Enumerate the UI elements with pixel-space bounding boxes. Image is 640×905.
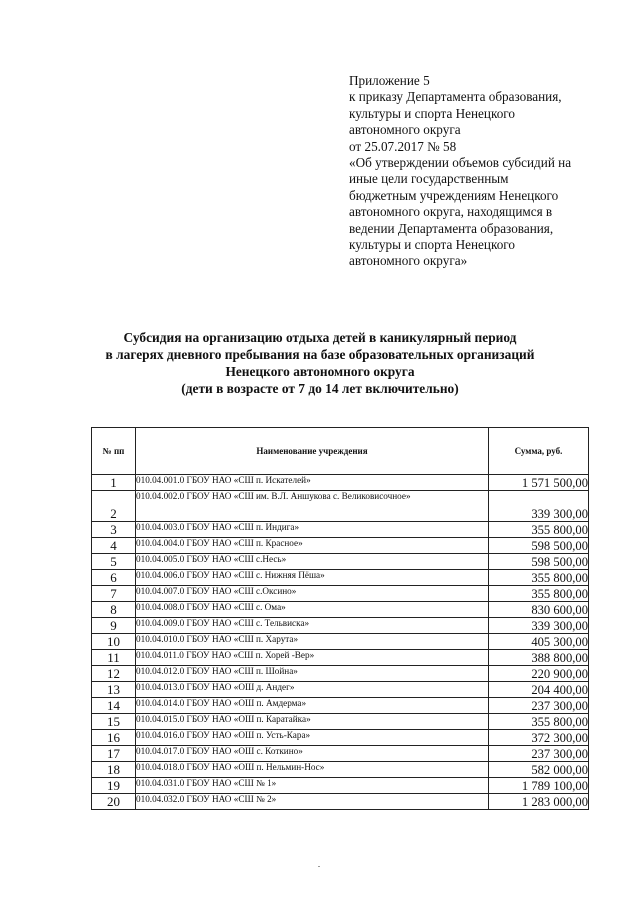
header-name: Наименование учреждения	[136, 428, 489, 475]
table-row	[92, 714, 589, 730]
row-number: 2	[92, 491, 136, 522]
institution-name: 010.04.015.0 ГБОУ НАО «ОШ п. Каратайка»	[136, 714, 489, 730]
table-row	[92, 570, 589, 586]
amount: 220 900,00	[489, 666, 589, 682]
amount: 598 500,00	[489, 554, 589, 570]
institution-name: 010.04.013.0 ГБОУ НАО «ОШ д. Андег»	[136, 682, 489, 698]
institution-name: 010.04.014.0 ГБОУ НАО «ОШ п. Амдерма»	[136, 698, 489, 714]
row-number: 5	[92, 554, 136, 570]
institution-name: 010.04.005.0 ГБОУ НАО «СШ с.Несь»	[136, 554, 489, 570]
row-number: 7	[92, 586, 136, 602]
table-row	[92, 522, 589, 538]
appendix-line: «Об утверждении объемов субсидий на	[349, 155, 572, 171]
amount: 237 300,00	[489, 698, 589, 714]
row-number: 20	[92, 794, 136, 810]
table-row	[92, 618, 589, 634]
table-row	[92, 762, 589, 778]
institution-name: 010.04.011.0 ГБОУ НАО «СШ п. Хорей -Вер»	[136, 650, 489, 666]
amount: 405 300,00	[489, 634, 589, 650]
amount: 339 300,00	[489, 618, 589, 634]
table-row	[92, 666, 589, 682]
table-row	[92, 602, 589, 618]
amount: 355 800,00	[489, 522, 589, 538]
appendix-line: иные цели государственным	[349, 171, 509, 187]
institution-name: 010.04.001.0 ГБОУ НАО «СШ п. Искателей»	[136, 475, 489, 491]
amount: 237 300,00	[489, 746, 589, 762]
amount: 355 800,00	[489, 586, 589, 602]
institution-name: 010.04.012.0 ГБОУ НАО «СШ п. Шойна»	[136, 666, 489, 682]
table-row	[92, 538, 589, 554]
row-number: 8	[92, 602, 136, 618]
row-number: 14	[92, 698, 136, 714]
row-number: 17	[92, 746, 136, 762]
table-row	[92, 475, 589, 491]
amount: 1 571 500,00	[489, 475, 589, 491]
institution-name: 010.04.007.0 ГБОУ НАО «СШ с.Оксино»	[136, 586, 489, 602]
amount: 830 600,00	[489, 602, 589, 618]
table-body	[92, 475, 589, 810]
row-number: 10	[92, 634, 136, 650]
appendix-line: ведении Департамента образования,	[349, 220, 554, 236]
amount: 582 000,00	[489, 762, 589, 778]
subsidy-table	[91, 427, 589, 810]
appendix-line: к приказу Департамента образования,	[349, 89, 562, 105]
institution-name: 010.04.016.0 ГБОУ НАО «ОШ п. Усть-Кара»	[136, 730, 489, 746]
amount: 388 800,00	[489, 650, 589, 666]
row-number: 3	[92, 522, 136, 538]
table-row	[92, 682, 589, 698]
amount: 339 300,00	[489, 491, 589, 522]
institution-name: 010.04.009.0 ГБОУ НАО «СШ с. Тельвиска»	[136, 618, 489, 634]
title-line: (дети в возрасте от 7 до 14 лет включительно)	[181, 381, 459, 396]
appendix-line: автономного округа, находящимся в	[349, 204, 553, 220]
row-number: 6	[92, 570, 136, 586]
row-number: 15	[92, 714, 136, 730]
amount: 1 283 000,00	[489, 794, 589, 810]
appendix-block	[349, 73, 619, 270]
amount: 1 789 100,00	[489, 778, 589, 794]
institution-name: 010.04.004.0 ГБОУ НАО «СШ п. Красное»	[136, 538, 489, 554]
institution-name: 010.04.018.0 ГБОУ НАО «ОШ п. Нельмин-Нос»	[136, 762, 489, 778]
table-row	[92, 586, 589, 602]
institution-name: 010.04.017.0 ГБОУ НАО «ОШ с. Коткино»	[136, 746, 489, 762]
header-number: № пп	[92, 428, 136, 475]
row-number: 12	[92, 666, 136, 682]
title-line: Субсидия на организацию отдыха детей в каникулярный период	[123, 330, 517, 345]
institution-name: 010.04.008.0 ГБОУ НАО «СШ с. Ома»	[136, 602, 489, 618]
row-number: 13	[92, 682, 136, 698]
table-row	[92, 746, 589, 762]
appendix-line: автономного округа»	[349, 253, 468, 269]
table-row	[92, 634, 589, 650]
institution-name: 010.04.010.0 ГБОУ НАО «СШ п. Харута»	[136, 634, 489, 650]
table-row	[92, 491, 589, 522]
amount: 355 800,00	[489, 714, 589, 730]
appendix-line: автономного округа	[349, 122, 461, 138]
scan-speck	[318, 866, 320, 867]
row-number: 1	[92, 475, 136, 491]
institution-name: 010.04.031.0 ГБОУ НАО «СШ № 1»	[136, 778, 489, 794]
title-line: в лагерях дневного пребывания на базе образовательных организаций	[105, 347, 535, 362]
appendix-line: культуры и спорта Ненецкого	[349, 237, 515, 253]
institution-name: 010.04.003.0 ГБОУ НАО «СШ п. Индига»	[136, 522, 489, 538]
table-row	[92, 650, 589, 666]
header-sum: Сумма, руб.	[489, 428, 589, 475]
row-number: 4	[92, 538, 136, 554]
appendix-line: бюджетным учреждениям Ненецкого	[349, 187, 559, 203]
institution-name: 010.04.006.0 ГБОУ НАО «СШ с. Нижняя Пёша»	[136, 570, 489, 586]
row-number: 19	[92, 778, 136, 794]
table-row	[92, 730, 589, 746]
institution-name: 010.04.032.0 ГБОУ НАО «СШ № 2»	[136, 794, 489, 810]
row-number: 18	[92, 762, 136, 778]
row-number: 11	[92, 650, 136, 666]
document-title	[60, 329, 580, 397]
amount: 372 300,00	[489, 730, 589, 746]
table-row	[92, 778, 589, 794]
institution-name: 010.04.002.0 ГБОУ НАО «СШ им. В.Л. Аншукова с. Великовисочное»	[136, 491, 489, 522]
row-number: 9	[92, 618, 136, 634]
table-row	[92, 698, 589, 714]
amount: 598 500,00	[489, 538, 589, 554]
title-line: Ненецкого автономного округа	[225, 364, 415, 379]
row-number: 16	[92, 730, 136, 746]
appendix-line: культуры и спорта Ненецкого	[349, 105, 515, 121]
table-row	[92, 794, 589, 810]
appendix-line: Приложение 5	[349, 73, 430, 88]
appendix-line: от 25.07.2017 № 58	[349, 138, 457, 154]
table-row	[92, 554, 589, 570]
amount: 204 400,00	[489, 682, 589, 698]
amount: 355 800,00	[489, 570, 589, 586]
